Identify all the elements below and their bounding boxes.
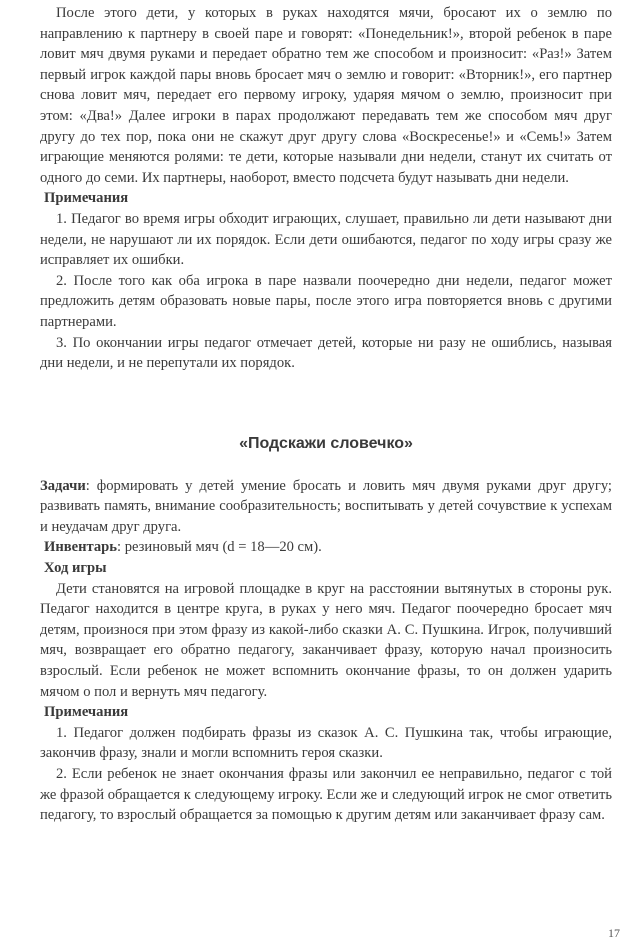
section-spacer [40,374,612,434]
game-title: «Подскажи словечко» [239,434,413,452]
section1-note-2: 2. После того как оба игрока в паре назвали поочередно дни недели, педагог может предложить детям образовать новые пары, после этого игра повторяется вновь с другими партнерами. [40,272,612,330]
title-spacer [40,454,612,476]
course-text: Дети становятся на игровой площадке в круг на расстоянии вытянутых в стороны рук. Педагог находится в центре круга, в руках у него мяч. Педагог поочередно бросает мяч детям, произнося при этом фразу из какой-либо сказки А. С. Пушкина. Игрок, получивший мяч, возвращает его обратно педагогу, заканчивает фразу, которую начал произносить взрослый. Если ребенок не может вспомнить окончание фразы, то он должен ударить мячом о пол и вернуть мяч педагогу. [40,580,612,700]
game-inventory [40,537,612,558]
tasks-label: Задачи [40,477,86,494]
course-heading: Ход игры [44,560,107,577]
section1-note-3: 3. По окончании игры педагог отмечает детей, которые ни разу не ошиблись, называя дни недели, и не перепутали их порядок. [40,334,612,372]
tasks-text: : формировать у детей умение бросать и ловить мяч двумя руками друг другу; развивать память, внимание сообразительность; воспитывать у детей сочувствие к успехам и неудачам друг друга. [40,477,612,535]
section1-note-1: 1. Педагог во время игры обходит играющих, слушает, правильно ли дети называют дни недели, не нарушают ли их порядок. Если дети ошибаются, педагог по ходу игры сразу же исправляет их ошибки. [40,210,612,269]
page-content [40,3,612,826]
page-number: 17 [608,926,620,940]
game-tasks [40,476,612,538]
inventory-label: Инвентарь [44,539,118,556]
section1-notes-heading: Примечания [44,190,129,207]
inventory-text: : резиновый мяч (d = 18—20 см). [117,539,322,556]
game-notes-heading: Примечания [44,704,129,721]
game-note-2: 2. Если ребенок не знает окончания фразы или закончил ее неправильно, педагог с той же фразой обращается к следующему игроку. Если же и следующий игрок не смог ответить педагогу, то взрослый обращается за помощью к другим детям или заканчивает фразу сам. [40,766,612,824]
section1-intro: После этого дети, у которых в руках находятся мячи, бросают их о землю по направлению к партнеру в своей паре и говорят: «Понедельник!», второй ребенок в паре ловит мяч двумя руками и передает обратно тем же способом и произносит: «Раз!» Затем первый игрок каждой пары вновь бросает мяч о землю и говорит: «Вторник!», его партнер снова ловит мяч, передает его первому игроку, ударяя мячом о землю, произносит при этом: «Два!» Далее игроки в парах продолжают передавать тем же способом мяч друг другу до тех пор, пока они не скажут друг другу слова «Воскресенье!» и «Семь!» Затем играющие меняются ролями: те дети, которые называли дни недели, станут их считать от одного до семи. Их партнеры, наоборот, вместо подсчета будут называть дни недели. [40,5,612,186]
game-note-1: 1. Педагог должен подбирать фразы из сказок А. С. Пушкина так, чтобы играющие, закончив фразу, знали и могли вспомнить героя сказки. [40,724,612,762]
